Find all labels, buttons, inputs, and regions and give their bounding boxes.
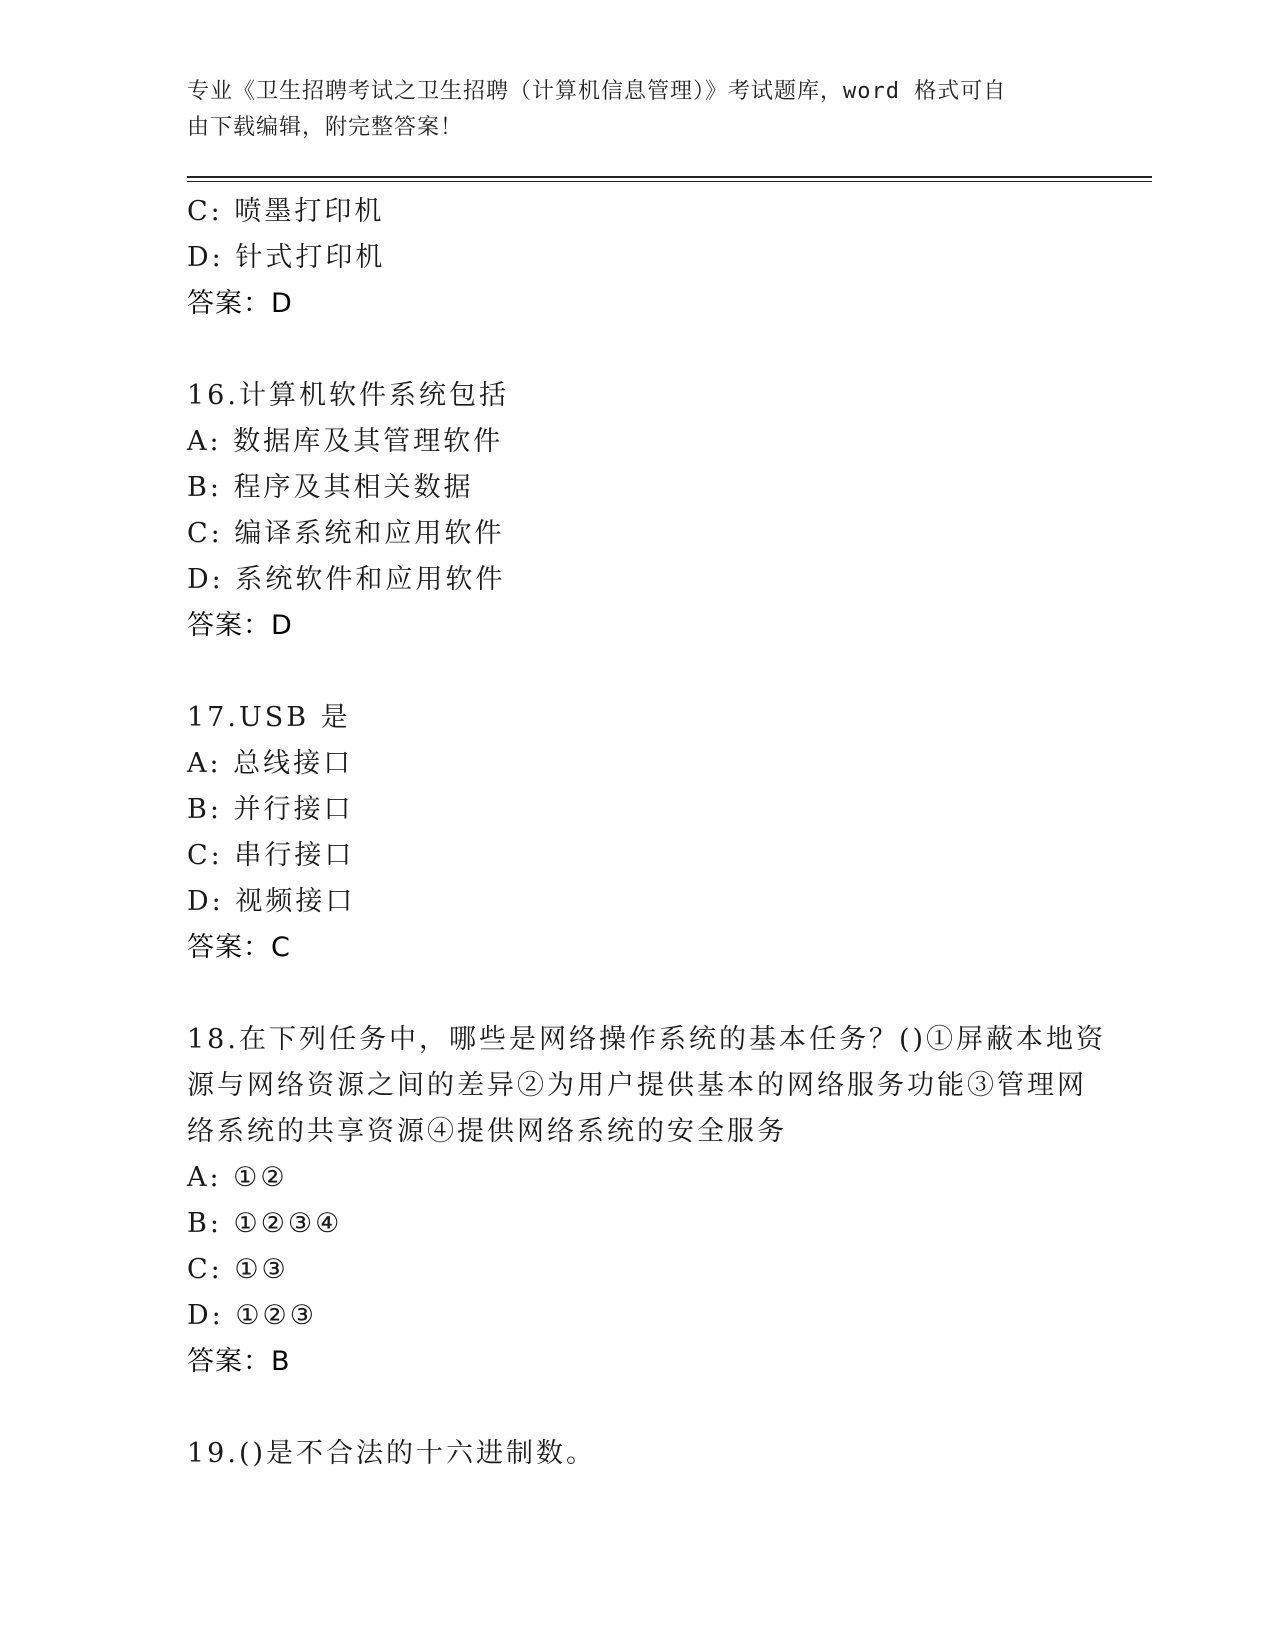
option-c: C: 喷墨打印机 <box>187 196 385 227</box>
spacer <box>187 649 1087 695</box>
question-stem: 19.()是不合法的十六进制数。 <box>187 1438 597 1469</box>
header-divider-thin <box>187 181 1152 182</box>
question-stem: 16.计算机软件系统包括 <box>187 380 509 411</box>
option-c: C: ①③ <box>187 1254 289 1285</box>
question-19 <box>187 1431 1087 1477</box>
question-15 <box>187 189 1087 327</box>
option-c: C: 编译系统和应用软件 <box>187 518 505 549</box>
question-stem-line-2: 源与网络资源之间的差异②为用户提供基本的网络服务功能③管理网 <box>187 1070 1087 1101</box>
option-d: D: 系统软件和应用软件 <box>187 564 506 595</box>
question-stem: 17.USB 是 <box>187 702 351 733</box>
option-d: D: 针式打印机 <box>187 242 386 273</box>
answer: 答案：D <box>187 288 293 319</box>
option-a: A: 总线接口 <box>187 748 354 779</box>
question-18 <box>187 1017 1107 1385</box>
question-stem-line-1: 18.在下列任务中，哪些是网络操作系统的基本任务？()①屏蔽本地资 <box>187 1024 1107 1055</box>
option-b: B: 程序及其相关数据 <box>187 472 474 503</box>
question-stem-line-3: 络系统的共享资源④提供网络系统的安全服务 <box>187 1116 787 1147</box>
header-line-2: 由下载编辑，附完整答案！ <box>187 115 464 140</box>
question-16 <box>187 373 1087 649</box>
option-b: B: ①②③④ <box>187 1208 343 1239</box>
spacer <box>187 327 1087 373</box>
option-d: D: 视频接口 <box>187 886 356 917</box>
option-a: A: ①② <box>187 1162 288 1193</box>
question-list <box>187 189 1107 1477</box>
document-header <box>187 74 1067 146</box>
option-d: D: ①②③ <box>187 1300 317 1331</box>
option-c: C: 串行接口 <box>187 840 355 871</box>
option-b: B: 并行接口 <box>187 794 354 825</box>
spacer <box>187 971 1087 1017</box>
header-divider-thick <box>187 176 1152 178</box>
answer: 答案：D <box>187 610 293 641</box>
answer: 答案：C <box>187 932 291 963</box>
question-17 <box>187 695 1087 971</box>
answer: 答案：B <box>187 1346 291 1377</box>
option-a: A: 数据库及其管理软件 <box>187 426 504 457</box>
header-line-1: 专业《卫生招聘考试之卫生招聘（计算机信息管理）》考试题库，word 格式可自 <box>187 79 1007 104</box>
spacer <box>187 1385 1087 1431</box>
